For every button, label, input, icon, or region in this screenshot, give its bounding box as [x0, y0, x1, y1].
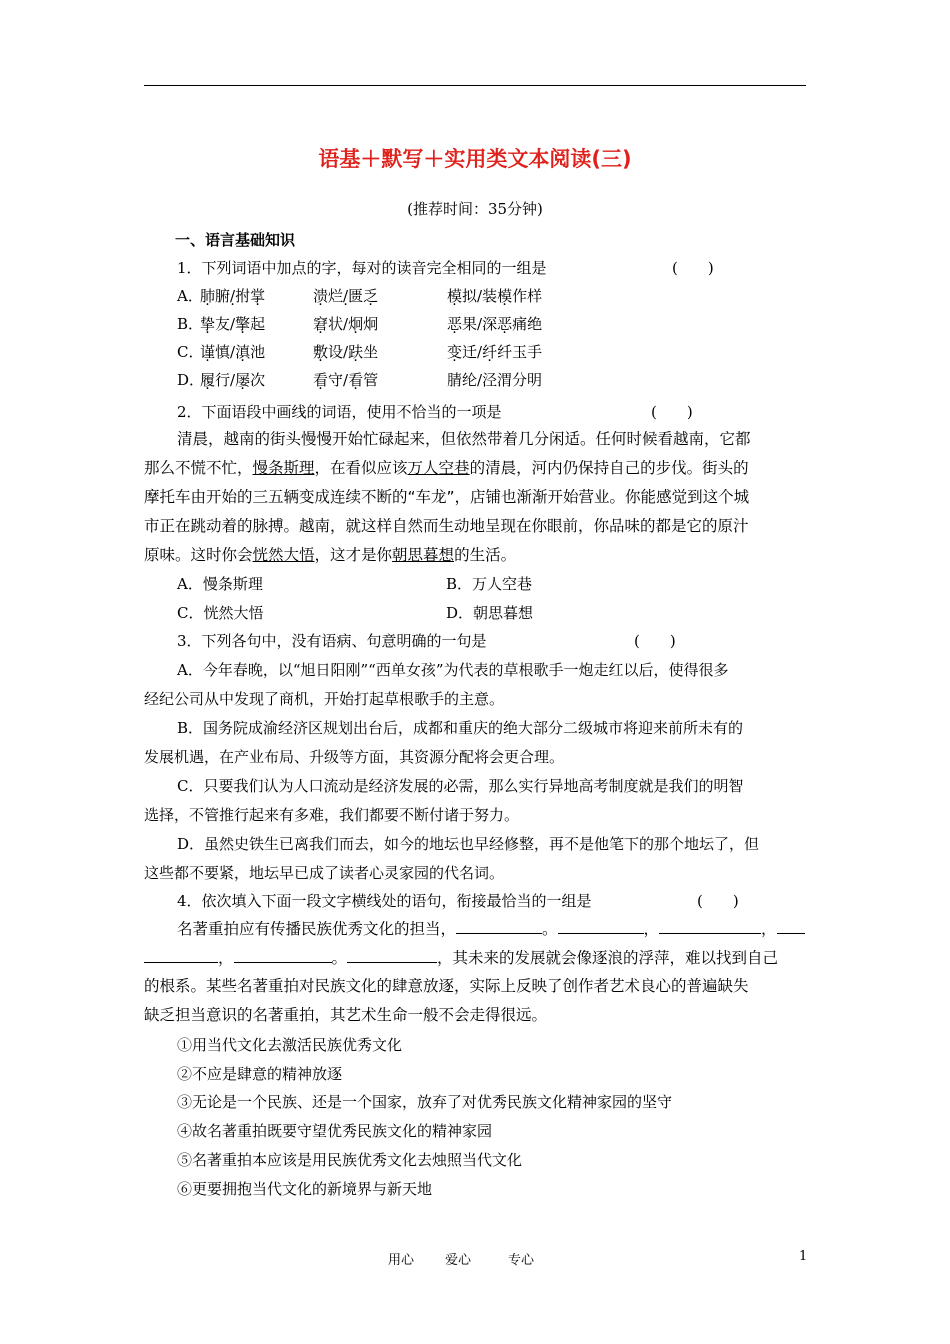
plain-text: 池 — [250, 343, 266, 361]
passage-text: ，其未来的发展就会像逐浪的浮萍，难以找到自己 — [437, 949, 779, 967]
q4-passage-line — [177, 918, 805, 939]
fill-blank — [659, 918, 761, 934]
plain-text: 烂 — [328, 287, 344, 305]
dotted-char: / · — [343, 287, 348, 305]
passage-text: 。 — [331, 949, 348, 967]
q1-option-label: B． — [177, 315, 204, 333]
underlined-word: 慢条斯理 — [252, 459, 315, 477]
q4-stem: 4．依次填入下面一段文字横线处的语句，衔接最恰当的一组是 — [177, 892, 592, 910]
dotted-char: 看 — [348, 371, 364, 389]
plain-text: 作样 — [512, 287, 543, 305]
passage-text: 原味。这时你会 — [144, 546, 253, 564]
plain-text: 起 — [250, 315, 266, 333]
dotted-char: 窘 — [313, 315, 329, 333]
plain-text: 腑 — [215, 287, 231, 305]
page-title: 语基＋默写＋实用类文本阅读(三) — [318, 147, 632, 171]
dotted-char: 肺 — [200, 287, 216, 305]
q1-answer-paren: ( ) — [672, 259, 714, 277]
passage-text: 的清晨，河内仍保持自己的步伐。街头的 — [469, 459, 749, 477]
fill-blank — [456, 918, 542, 934]
q1-word-pair — [313, 314, 378, 334]
q1-word-pair — [313, 370, 378, 390]
q1-word-pair — [200, 370, 265, 390]
dotted-char: 恶 — [447, 315, 463, 333]
q1-word-pair — [200, 342, 265, 362]
q3-option-a-cont: 经纪公司从中发现了商机，开始打起草根歌手的主意。 — [144, 690, 505, 708]
passage-text: ， — [643, 920, 660, 938]
passage-text: ， — [761, 920, 777, 938]
q1-option-label: D． — [177, 371, 205, 389]
q1-word-pair — [447, 342, 542, 362]
plain-text: 坐 — [363, 343, 379, 361]
q2-option-c: C．恍然大悟 — [177, 604, 264, 622]
q4-passage-line: 缺乏担当意识的名著重拍，其艺术生命一般不会走得很远。 — [144, 1006, 548, 1024]
q3-option-d: D．虽然史铁生已离我们而去，如今的地坛也早经修整，再不是他笔下的那个地坛了，但 — [177, 835, 760, 853]
q3-answer-paren: ( ) — [634, 632, 676, 650]
fill-blank — [234, 947, 332, 963]
q2-stem: 2．下面语段中画线的词语，使用不恰当的一项是 — [177, 403, 502, 421]
passage-text: 名著重拍应有传播民族优秀文化的担当， — [177, 920, 457, 938]
section-heading: 一、语言基础知识 — [175, 231, 296, 249]
dotted-char: 炯 — [348, 315, 364, 333]
plain-text: 守/ — [328, 371, 349, 389]
dotted-char: / · — [230, 287, 235, 305]
passage-text: 的生活。 — [454, 546, 517, 564]
plain-text: 果/深 — [462, 315, 498, 333]
q2-answer-paren: ( ) — [651, 403, 693, 421]
q1-word-pair — [447, 370, 542, 390]
plain-text: 拊 — [235, 287, 251, 305]
q3-option-c-cont: 选择，不管推行起来有多难，我们都要不断付诸于努力。 — [144, 806, 520, 824]
passage-text: ， — [218, 949, 234, 967]
q4-item-4: ④故名著重拍既要守望优秀民族文化的精神家园 — [177, 1122, 493, 1140]
plain-text: 拟/装 — [462, 287, 498, 305]
dotted-char: 变 — [447, 343, 463, 361]
dotted-char: 溃 — [313, 287, 329, 305]
plain-text: 痛绝 — [512, 315, 543, 333]
passage-text: ，在看似应该 — [314, 459, 408, 477]
dotted-char: 屡 — [235, 371, 251, 389]
q3-option-d-cont: 这些都不要紧，地坛早已成了读者心灵家园的代名词。 — [144, 864, 505, 882]
q1-word-pair — [313, 286, 378, 306]
dotted-char: 掌 — [250, 287, 266, 305]
underlined-word: 恍然大悟 — [252, 546, 315, 564]
footer-motto-2: 爱心 — [445, 1253, 472, 1268]
dotted-char: 看 — [313, 371, 329, 389]
plain-text: 纤玉手 — [497, 343, 543, 361]
dotted-char: 履 — [200, 371, 216, 389]
q1-stem: 1．下列词语中加点的字，每对的读音完全相同的一组是 — [177, 259, 547, 277]
q4-item-5: ⑤名著重拍本应该是用民族优秀文化去烛照当代文化 — [177, 1151, 523, 1169]
q1-word-pair — [313, 342, 378, 362]
plain-text: 状/ — [328, 315, 349, 333]
q2-passage-line: 摩托车由开始的三五辆变成连续不断的“车龙”，店铺也渐渐开始营业。你能感觉到这个城 — [144, 488, 750, 506]
q3-option-a: A．今年春晚，以“旭日阳刚”“西单女孩”为代表的草根歌手一炮走红以后，使得很多 — [177, 661, 729, 679]
q4-item-6: ⑥更要拥抱当代文化的新境界与新天地 — [177, 1180, 433, 1198]
q3-option-b-cont: 发展机遇，在产业布局、升级等方面，其资源分配将会更合理。 — [144, 748, 565, 766]
dotted-char: 乏 — [363, 287, 379, 305]
q2-option-a: A．慢条斯理 — [177, 575, 263, 593]
q3-option-b: B．国务院成渝经济区规划出台后，成都和重庆的绝大部分二级城市将迎来前所未有的 — [177, 719, 744, 737]
plain-text: 炯 — [363, 315, 379, 333]
q2-passage-line — [144, 458, 749, 478]
q2-option-b: B．万人空巷 — [446, 575, 533, 593]
q2-passage-line: 清晨，越南的街头慢慢开始忙碌起来，但依然带着几分闲适。任何时候看越南，它都 — [177, 430, 751, 448]
dotted-char: 敷 — [313, 343, 329, 361]
fill-blank — [777, 918, 805, 934]
dotted-char: 模 — [447, 287, 463, 305]
q1-word-pair — [447, 314, 542, 334]
plain-text: 迁/ — [462, 343, 483, 361]
footer-motto-3: 专心 — [508, 1253, 535, 1268]
plain-text: 匮 — [348, 287, 364, 305]
q4-passage-line — [144, 947, 778, 968]
plain-text: 腈纶/泾渭分明 — [447, 371, 543, 389]
page-number: 1 — [799, 1249, 808, 1264]
plain-text: 友/ — [215, 315, 236, 333]
q4-item-1: ①用当代文化去激活民族优秀文化 — [177, 1036, 403, 1054]
plain-text: 慎/ — [215, 343, 236, 361]
plain-text: 行/ — [215, 371, 236, 389]
recommended-time: (推荐时间：35分钟) — [407, 200, 543, 218]
passage-text: 那么不慌不忙， — [144, 459, 253, 477]
passage-text: ，这才是你 — [314, 546, 393, 564]
q1-option-label: A． — [177, 287, 203, 305]
underlined-word: 朝思暮想 — [392, 546, 455, 564]
q3-option-c: C．只要我们认为人口流动是经济发展的必需，那么实行异地高考制度就是我们的明智 — [177, 777, 744, 795]
underlined-word: 万人空巷 — [407, 459, 470, 477]
dotted-char: 擎 — [235, 315, 251, 333]
dotted-char: 挚 — [200, 315, 216, 333]
q3-stem: 3．下列各句中，没有语病、句意明确的一句是 — [177, 632, 487, 650]
dotted-char: 纤 — [482, 343, 498, 361]
fill-blank — [144, 947, 218, 963]
q2-option-d: D．朝思暮想 — [446, 604, 534, 622]
plain-text: 设/ — [328, 343, 349, 361]
header-rule — [144, 85, 806, 86]
q4-passage-line: 的根系。某些名著重拍对民族文化的肆意放逐，实际上反映了创作者艺术良心的普遍缺失 — [144, 977, 749, 995]
dotted-char: 谨 — [200, 343, 216, 361]
q1-option-label: C． — [177, 343, 204, 361]
q2-passage-line — [144, 545, 516, 565]
dotted-char: 滇 — [235, 343, 251, 361]
q4-item-3: ③无论是一个民族、还是一个国家，放弃了对优秀民族文化精神家园的坚守 — [177, 1093, 673, 1111]
plain-text: 管 — [363, 371, 379, 389]
plain-text: 次 — [250, 371, 266, 389]
dotted-char: 恶 — [497, 315, 513, 333]
q2-passage-line: 市正在跳动着的脉搏。越南，就这样自然而生动地呈现在你眼前，你品味的都是它的原汁 — [144, 517, 749, 535]
fill-blank — [347, 947, 437, 963]
passage-text: 。 — [542, 920, 558, 938]
fill-blank — [558, 918, 644, 934]
footer-motto-1: 用心 — [388, 1253, 415, 1268]
q1-word-pair — [447, 286, 542, 306]
q4-answer-paren: ( ) — [697, 892, 739, 910]
dotted-char: 模 — [497, 287, 513, 305]
dotted-char: 趺 — [348, 343, 364, 361]
q1-word-pair — [200, 286, 265, 306]
q1-word-pair — [200, 314, 265, 334]
q4-item-2: ②不应是肆意的精神放逐 — [177, 1065, 343, 1083]
